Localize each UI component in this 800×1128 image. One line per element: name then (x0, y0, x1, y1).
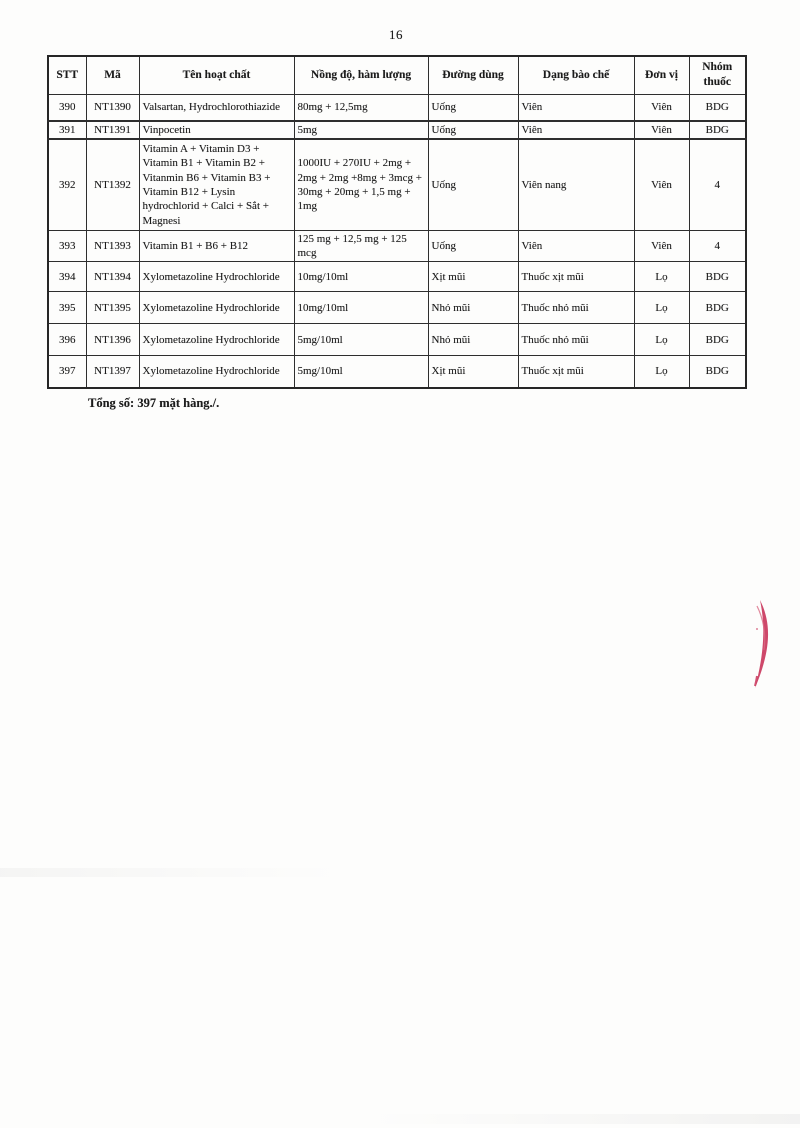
table-row (48, 292, 746, 324)
cell-nhom: BDG (689, 121, 746, 139)
cell-ma: NT1396 (86, 324, 139, 356)
cell-nongdo: 5mg (294, 121, 428, 139)
cell-nongdo: 5mg/10ml (294, 356, 428, 388)
cell-nhom: BDG (689, 94, 746, 121)
column-header-dangbaoche: Dạng bào chế (518, 56, 634, 94)
cell-duongdung: Uống (428, 230, 518, 262)
cell-nhom: BDG (689, 292, 746, 324)
table-row (48, 230, 746, 262)
cell-duongdung: Xịt mũi (428, 262, 518, 292)
cell-ten: Xylometazoline Hydrochloride (139, 262, 294, 292)
table-row (48, 139, 746, 230)
cell-ten: Vitamin B1 + B6 + B12 (139, 230, 294, 262)
cell-donvi: Viên (634, 230, 689, 262)
cell-dangbaoche: Viên (518, 121, 634, 139)
cell-stt: 390 (48, 94, 86, 121)
red-seal-edge-mark (748, 598, 776, 690)
cell-stt: 394 (48, 262, 86, 292)
cell-ten: Valsartan, Hydrochlorothiazide (139, 94, 294, 121)
cell-ten: Xylometazoline Hydrochloride (139, 356, 294, 388)
column-header-nongdo: Nồng độ, hàm lượng (294, 56, 428, 94)
cell-ma: NT1392 (86, 139, 139, 230)
cell-donvi: Viên (634, 139, 689, 230)
drug-list-table (47, 55, 747, 389)
cell-ma: NT1394 (86, 262, 139, 292)
cell-duongdung: Uống (428, 121, 518, 139)
page-number: 16 (389, 27, 403, 42)
header-row (48, 56, 746, 94)
cell-stt: 393 (48, 230, 86, 262)
cell-donvi: Lọ (634, 292, 689, 324)
cell-ma: NT1391 (86, 121, 139, 139)
cell-nhom: BDG (689, 356, 746, 388)
cell-nhom: 4 (689, 230, 746, 262)
cell-dangbaoche: Thuốc xịt mũi (518, 262, 634, 292)
cell-donvi: Lọ (634, 324, 689, 356)
cell-stt: 396 (48, 324, 86, 356)
cell-ma: NT1397 (86, 356, 139, 388)
cell-donvi: Viên (634, 94, 689, 121)
cell-duongdung: Nhỏ mũi (428, 292, 518, 324)
cell-duongdung: Uống (428, 139, 518, 230)
cell-nhom: 4 (689, 139, 746, 230)
cell-nhom: BDG (689, 262, 746, 292)
cell-dangbaoche: Viên (518, 94, 634, 121)
cell-donvi: Lọ (634, 262, 689, 292)
column-header-stt: STT (48, 56, 86, 94)
cell-ten: Vinpocetin (139, 121, 294, 139)
table-row (48, 262, 746, 292)
cell-dangbaoche: Viên nang (518, 139, 634, 230)
cell-stt: 395 (48, 292, 86, 324)
cell-nongdo: 125 mg + 12,5 mg + 125 mcg (294, 230, 428, 262)
cell-dangbaoche: Thuốc nhỏ mũi (518, 292, 634, 324)
cell-dangbaoche: Thuốc xịt mũi (518, 356, 634, 388)
scan-artifact-streak (370, 1114, 800, 1124)
cell-ma: NT1395 (86, 292, 139, 324)
column-header-duongdung: Đường dùng (428, 56, 518, 94)
cell-duongdung: Nhỏ mũi (428, 324, 518, 356)
cell-nongdo: 1000IU + 270IU + 2mg + 2mg + 2mg +8mg + 3mcg + 30mg + 20mg + 1,5 mg + 1mg (294, 139, 428, 230)
table-row (48, 94, 746, 121)
cell-duongdung: Uống (428, 94, 518, 121)
cell-nongdo: 10mg/10ml (294, 292, 428, 324)
table-row (48, 356, 746, 388)
table-body (48, 94, 746, 388)
cell-nongdo: 80mg + 12,5mg (294, 94, 428, 121)
cell-donvi: Lọ (634, 356, 689, 388)
column-header-ten: Tên hoạt chất (139, 56, 294, 94)
cell-ten: Xylometazoline Hydrochloride (139, 292, 294, 324)
cell-stt: 391 (48, 121, 86, 139)
cell-nongdo: 5mg/10ml (294, 324, 428, 356)
cell-stt: 392 (48, 139, 86, 230)
column-header-donvi: Đơn vị (634, 56, 689, 94)
column-header-ma: Mã (86, 56, 139, 94)
cell-stt: 397 (48, 356, 86, 388)
total-count-line: Tổng số: 397 mặt hàng./. (88, 396, 220, 410)
cell-ten: Xylometazoline Hydrochloride (139, 324, 294, 356)
cell-ten: Vitamin A + Vitamin D3 + Vitamin B1 + Vitamin B2 + Vitanmin B6 + Vitamin B3 + Vitamin B12 + Lysin hydrochlorid + Calci + Sắt + Magnesi (139, 139, 294, 230)
cell-dangbaoche: Viên (518, 230, 634, 262)
column-header-nhom: Nhóm thuốc (689, 56, 746, 94)
cell-nhom: BDG (689, 324, 746, 356)
cell-nongdo: 10mg/10ml (294, 262, 428, 292)
cell-ma: NT1393 (86, 230, 139, 262)
cell-ma: NT1390 (86, 94, 139, 121)
table-row (48, 121, 746, 139)
table-row (48, 324, 746, 356)
cell-dangbaoche: Thuốc nhỏ mũi (518, 324, 634, 356)
scan-artifact-streak (0, 868, 340, 877)
table-header (48, 56, 746, 94)
cell-duongdung: Xịt mũi (428, 356, 518, 388)
cell-donvi: Viên (634, 121, 689, 139)
